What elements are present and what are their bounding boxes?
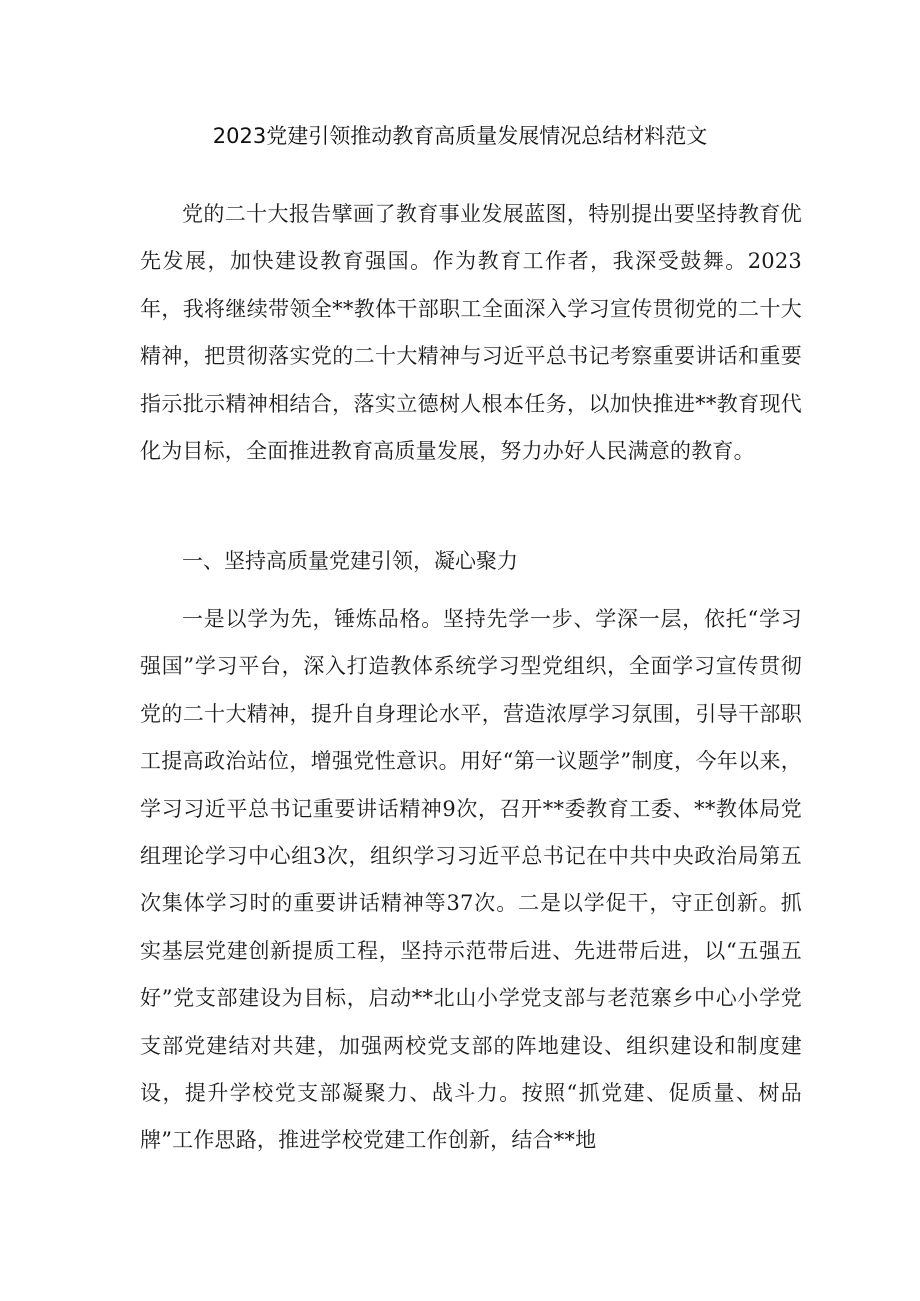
body-paragraph: 一是以学为先，锤炼品格。坚持先学一步、学深一层，依托“学习强国”学习平台，深入打造教体系统学习型党组织，全面学习宣传贯彻党的二十大精神，提升自身理论水平，营造浓厚学习氛围，引导干部职工提高政治站位，增强党性意识。用好“第一议题学”制度，今年以来，学习习近平总书记重要讲话精神9次，召开**委教育工委、**教体局党组理论学习中心组3次，组织学习习近平总书记在中共中央政治局第五次集体学习时的重要讲话精神等37次。二是以学促干，守正创新。抓实基层党建创新提质工程，坚持示范带后进、先进带后进，以“五强五好”党支部建设为目标，启动**北山小学党支部与老范寨乡中心小学党支部党建结对共建，加强两校党支部的阵地建设、组织建设和制度建设，提升学校党支部凝聚力、战斗力。按照“抓党建、促质量、树品牌”工作思路，推进学校党建工作创新，结合**地 [140,607,802,1153]
intro-paragraph: 党的二十大报告擘画了教育事业发展蓝图，特别提出要坚持教育优先发展，加快建设教育强国。作为教育工作者，我深受鼓舞。2023年，我将继续带领全**教体干部职工全面深入学习宣传贯彻党的二十大精神，把贯彻落实党的二十大精神与习近平总书记考察重要讲话和重要指示批示精神相结合，落实立德树人根本任务，以加快推进**教育现代化为目标，全面推进教育高质量发展，努力办好人民满意的教育。 [140,202,802,464]
document-title: 2023党建引领推动教育高质量发展情况总结材料范文 [212,124,708,148]
section-heading: 一、坚持高质量党建引领，凝心聚力 [182,549,518,573]
